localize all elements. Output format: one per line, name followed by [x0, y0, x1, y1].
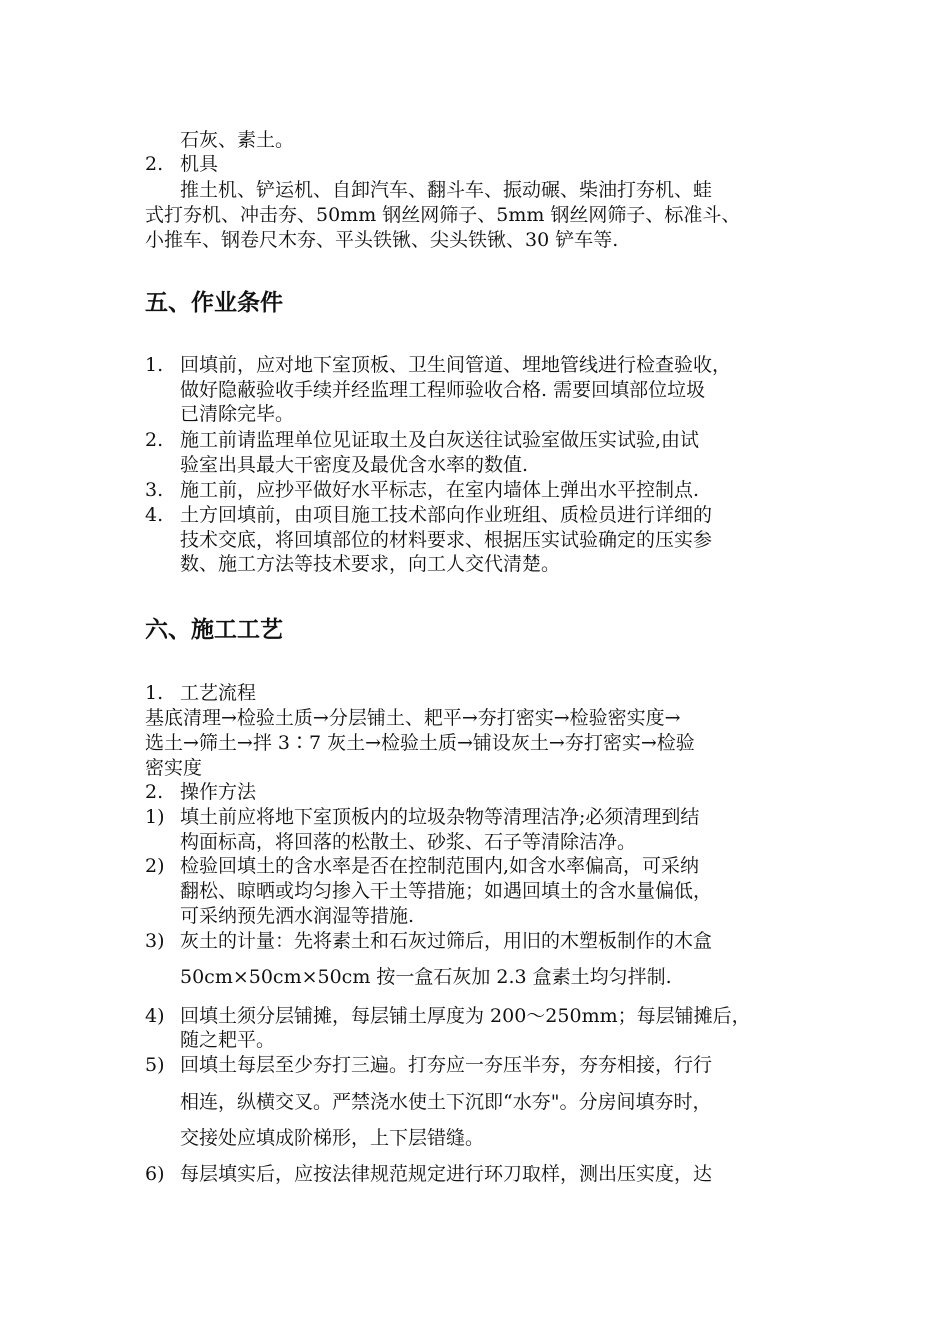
step-line: 每层填实后，应按法律规范规定进行环刀取样，测出压实度，达: [180, 1163, 713, 1185]
list-item-line: 施工前，应抄平做好水平标志，在室内墙体上弹出水平控制点.: [180, 479, 700, 501]
machines-line: 式打夯机、冲击夯、50mm 钢丝网筛子、5mm 钢丝网筛子、标准斗、: [145, 204, 741, 226]
list-item-line: 已清除完毕。: [180, 403, 295, 425]
step-number: 6): [145, 1163, 165, 1185]
step-number: 5): [145, 1054, 165, 1076]
step-line: 翻松、晾晒或均匀掺入干土等措施；如遇回填土的含水量偏低，: [180, 880, 713, 902]
step-line: 灰土的计量：先将素土和石灰过筛后，用旧的木塑板制作的木盒: [180, 930, 713, 952]
machines-line: 小推车、钢卷尺木夯、平头铁锹、尖头铁锹、30 铲车等.: [145, 229, 619, 251]
item-title-machines: 机具: [180, 153, 219, 175]
step-line: 填土前应将地下室顶板内的垃圾杂物等清理洁净;必须清理到结: [180, 806, 700, 828]
step-line: 50cm×50cm×50cm 按一盒石灰加 2.3 盒素土均匀拌制.: [180, 966, 672, 988]
step-number: 4): [145, 1005, 165, 1027]
step-number: 1): [145, 806, 165, 828]
list-item-line: 验室出具最大干密度及最优含水率的数值.: [180, 454, 529, 476]
flow-line: 密实度: [145, 757, 203, 779]
list-item-line: 回填前，应对地下室顶板、卫生间管道、埋地管线进行检查验收，: [180, 354, 732, 376]
flow-line: 选土→筛土→拌 3∶7 灰土→检验土质→铺设灰土→夯打密实→检验: [145, 732, 695, 754]
list-item-number: 3.: [145, 479, 164, 501]
list-item-line: 做好隐蔽验收手续并经监理工程师验收合格. 需要回填部位垃圾: [180, 379, 706, 401]
list-item-number: 2.: [145, 429, 164, 451]
material-line: 石灰、素土。: [180, 129, 295, 151]
section-heading-construction-process: 六、施工工艺: [145, 617, 283, 643]
step-number: 3): [145, 930, 165, 952]
step-line: 回填土每层至少夯打三遍。打夯应一夯压半夯，夯夯相接，行行: [180, 1054, 713, 1076]
list-item-number: 4.: [145, 504, 164, 526]
step-line: 相连，纵横交叉。严禁浇水使土下沉即“水夯"。分房间填夯时，: [180, 1091, 712, 1113]
list-item-line: 数、施工方法等技术要求，向工人交代清楚。: [180, 553, 561, 575]
step-line: 检验回填土的含水率是否在控制范围内,如含水率偏高，可采纳: [180, 855, 700, 877]
subsection-number: 2.: [145, 781, 164, 803]
list-item-line: 技术交底，将回填部位的材料要求、根据压实试验确定的压实参: [180, 529, 713, 551]
subsection-number: 1.: [145, 682, 164, 704]
subsection-title-method: 操作方法: [180, 781, 257, 803]
step-line: 交接处应填成阶梯形，上下层错缝。: [180, 1127, 485, 1149]
list-item-line: 土方回填前，由项目施工技术部向作业班组、质检员进行详细的: [180, 504, 713, 526]
list-item-line: 施工前请监理单位见证取土及白灰送往试验室做压实试验,由试: [180, 429, 700, 451]
step-line: 构面标高，将回落的松散土、砂浆、石子等清除洁净。: [180, 831, 637, 853]
flow-line: 基底清理→检验土质→分层铺土、耙平→夯打密实→检验密实度→: [145, 707, 681, 729]
step-number: 2): [145, 855, 165, 877]
step-line: 回填土须分层铺摊，每层铺土厚度为 200～250mm；每层铺摊后，: [180, 1005, 751, 1027]
item-number: 2.: [145, 153, 164, 175]
step-line: 随之耙平。: [180, 1029, 276, 1051]
subsection-title-flow: 工艺流程: [180, 682, 257, 704]
section-heading-work-conditions: 五、作业条件: [145, 290, 283, 316]
machines-line: 推土机、铲运机、自卸汽车、翻斗车、振动碾、柴油打夯机、蛙: [180, 179, 713, 201]
list-item-number: 1.: [145, 354, 164, 376]
step-line: 可采纳预先洒水润湿等措施.: [180, 905, 415, 927]
